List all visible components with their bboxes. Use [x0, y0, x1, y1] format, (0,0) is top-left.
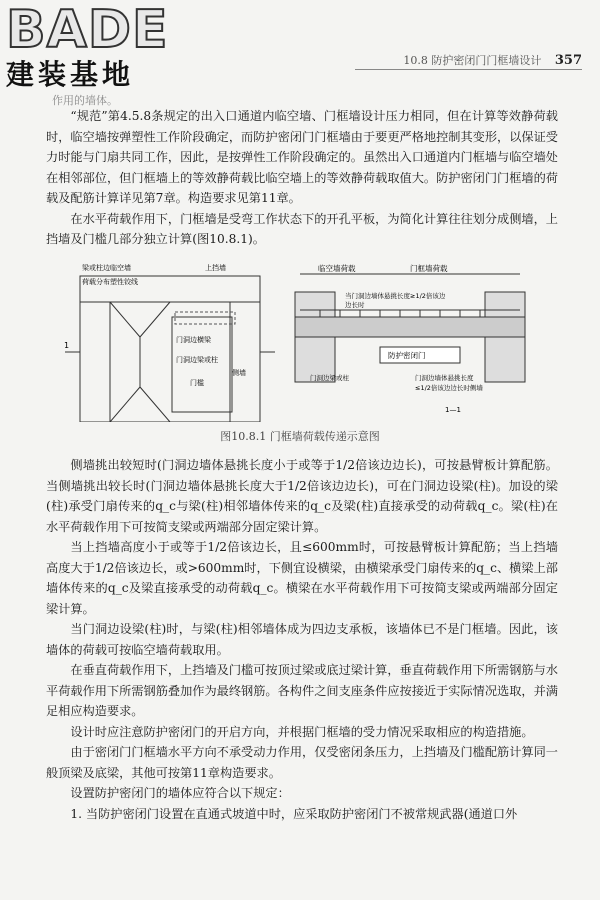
logo-brand: BADE — [6, 0, 169, 60]
figure-caption: 图10.8.1 门框墙荷载传递示意图 — [220, 430, 380, 443]
label-side3: ≤1/2倍该边边长时侧墙 — [415, 384, 483, 392]
paragraph: 设置防护密闭门的墙体应符合以下规定： — [70, 786, 290, 800]
label-section: 1—1 — [445, 406, 461, 414]
logo-subtitle: 建装基地 — [6, 58, 135, 91]
label-cantilever-2: 边长时 — [345, 301, 365, 309]
label-door: 防护密闭门 — [388, 351, 426, 360]
paragraph: 在垂直荷载作用下，上挡墙及门槛可按顶过梁或底过梁计算，垂直荷载作用下所需钢筋与水平荷载作用下所需钢筋叠加作为最终钢筋。各构件之间支座条件应按接近于实际情况选取，并满足相应构造要求。 — [46, 663, 558, 718]
header-rule — [355, 69, 582, 70]
label-sill: 门槛 — [190, 379, 204, 387]
label-door-beam: 门洞边横梁 — [176, 336, 211, 344]
text-fragment: 作用的墙体。 — [52, 94, 118, 107]
label-frame-load: 门框墙荷载 — [410, 264, 448, 273]
section-mark: 1 — [64, 341, 70, 350]
label-dist: 荷载分布塑性铰线 — [82, 278, 138, 286]
label-side2: 门洞边墙体悬挑长度 — [415, 374, 474, 382]
label-cantilever: 当门洞边墙体悬挑长度≥1/2倍该边 — [345, 292, 446, 300]
paragraph: 1. 当防护密闭门设置在直通式坡道中时，应采取防护密闭门不被常规武器(通道口外 — [70, 806, 518, 821]
label-side-wall: 侧墙 — [232, 369, 246, 377]
figure-10-8-1 — [60, 262, 530, 422]
page-number: 357 — [554, 53, 582, 68]
elevation-drawing — [64, 263, 275, 422]
paragraph: 在水平荷载作用下，门框墙是受弯工作状态下的开孔平板，为简化计算往往划分成侧墙，上挡墙及门槛几部分独立计算(图10.8.1)。 — [46, 211, 558, 246]
paragraph: 由于密闭门门框墙水平方向不承受动力作用，仅受密闭条压力，上挡墙及门槛配筋计算同一般顶梁及底梁，其他可按第11章构造要求。 — [46, 745, 558, 780]
publisher-logo — [6, 0, 176, 91]
label-beam-col: 梁或柱边临空墙 — [82, 264, 131, 272]
paragraph: 当门洞边设梁(柱)时，与梁(柱)相邻墙体成为四边支承板，该墙体已不是门框墙。因此，该墙体的荷载可按临空墙荷载取用。 — [46, 622, 558, 657]
body-text-bottom — [46, 455, 558, 824]
paragraph: “规范”第4.5.8条规定的出入口通道内临空墙、门框墙设计压力相同，但在计算等效静荷载时，临空墙按弹塑性工作阶段确定，而防护密闭门门框墙由于要更严格地控制其变形，以保证受力时能与门扇共同工作，因此，是按弹性工作阶段确定的。虽然出入口通道内门框墙与临空墙处在相邻部位，但门框墙上的等效静荷载比临空墙上的等效静荷载取值大。防护密闭门门框墙的荷载及配筋计算详见第7章。构造要求见第11章。 — [46, 109, 558, 205]
paragraph: 侧墙挑出较短时(门洞边墙体悬挑长度小于或等于1/2倍该边边长)，可按悬臂板计算配筋。当侧墙挑出较长时(门洞边墙体悬挑长度大于1/2倍该边边长)，可在门洞边设梁(柱)。加设的梁(柱)承受门扇传来的q_c与梁(柱)相邻墙体传来的q_c及梁(柱)直接承受的动荷载q_c。梁(柱)在水平荷载作用下可按简支梁或两端部分固定梁计算。 — [46, 458, 558, 534]
label-door-col: 门洞边梁或柱 — [176, 356, 218, 364]
section-drawing — [295, 263, 525, 414]
paragraph: 当上挡墙高度小于或等于1/2倍该边长，且≤600mm时，可按悬臂板计算配筋；当上挡墙高度大于1/2倍该边长，或>600mm时，下侧宜设横梁，由横梁承受门扇传来的q_c、横梁上部墙体传来的q_c及梁直接承受的动荷载q_c。横梁在水平荷载作用下可按简支梁或两端部分固定梁计算。 — [46, 540, 558, 616]
label-beam-or-col: 门洞边梁或柱 — [310, 374, 349, 382]
paragraph: 设计时应注意防护密闭门的开启方向，并根据门框墙的受力情况采取相应的构造措施。 — [70, 724, 534, 739]
running-header — [403, 52, 582, 68]
section-title: 10.8 防护密闭门门框墙设计 — [403, 54, 542, 67]
body-text-top — [46, 106, 558, 250]
label-temp-load: 临空墙荷载 — [318, 264, 356, 273]
label-top-wall: 上挡墙 — [205, 264, 226, 272]
